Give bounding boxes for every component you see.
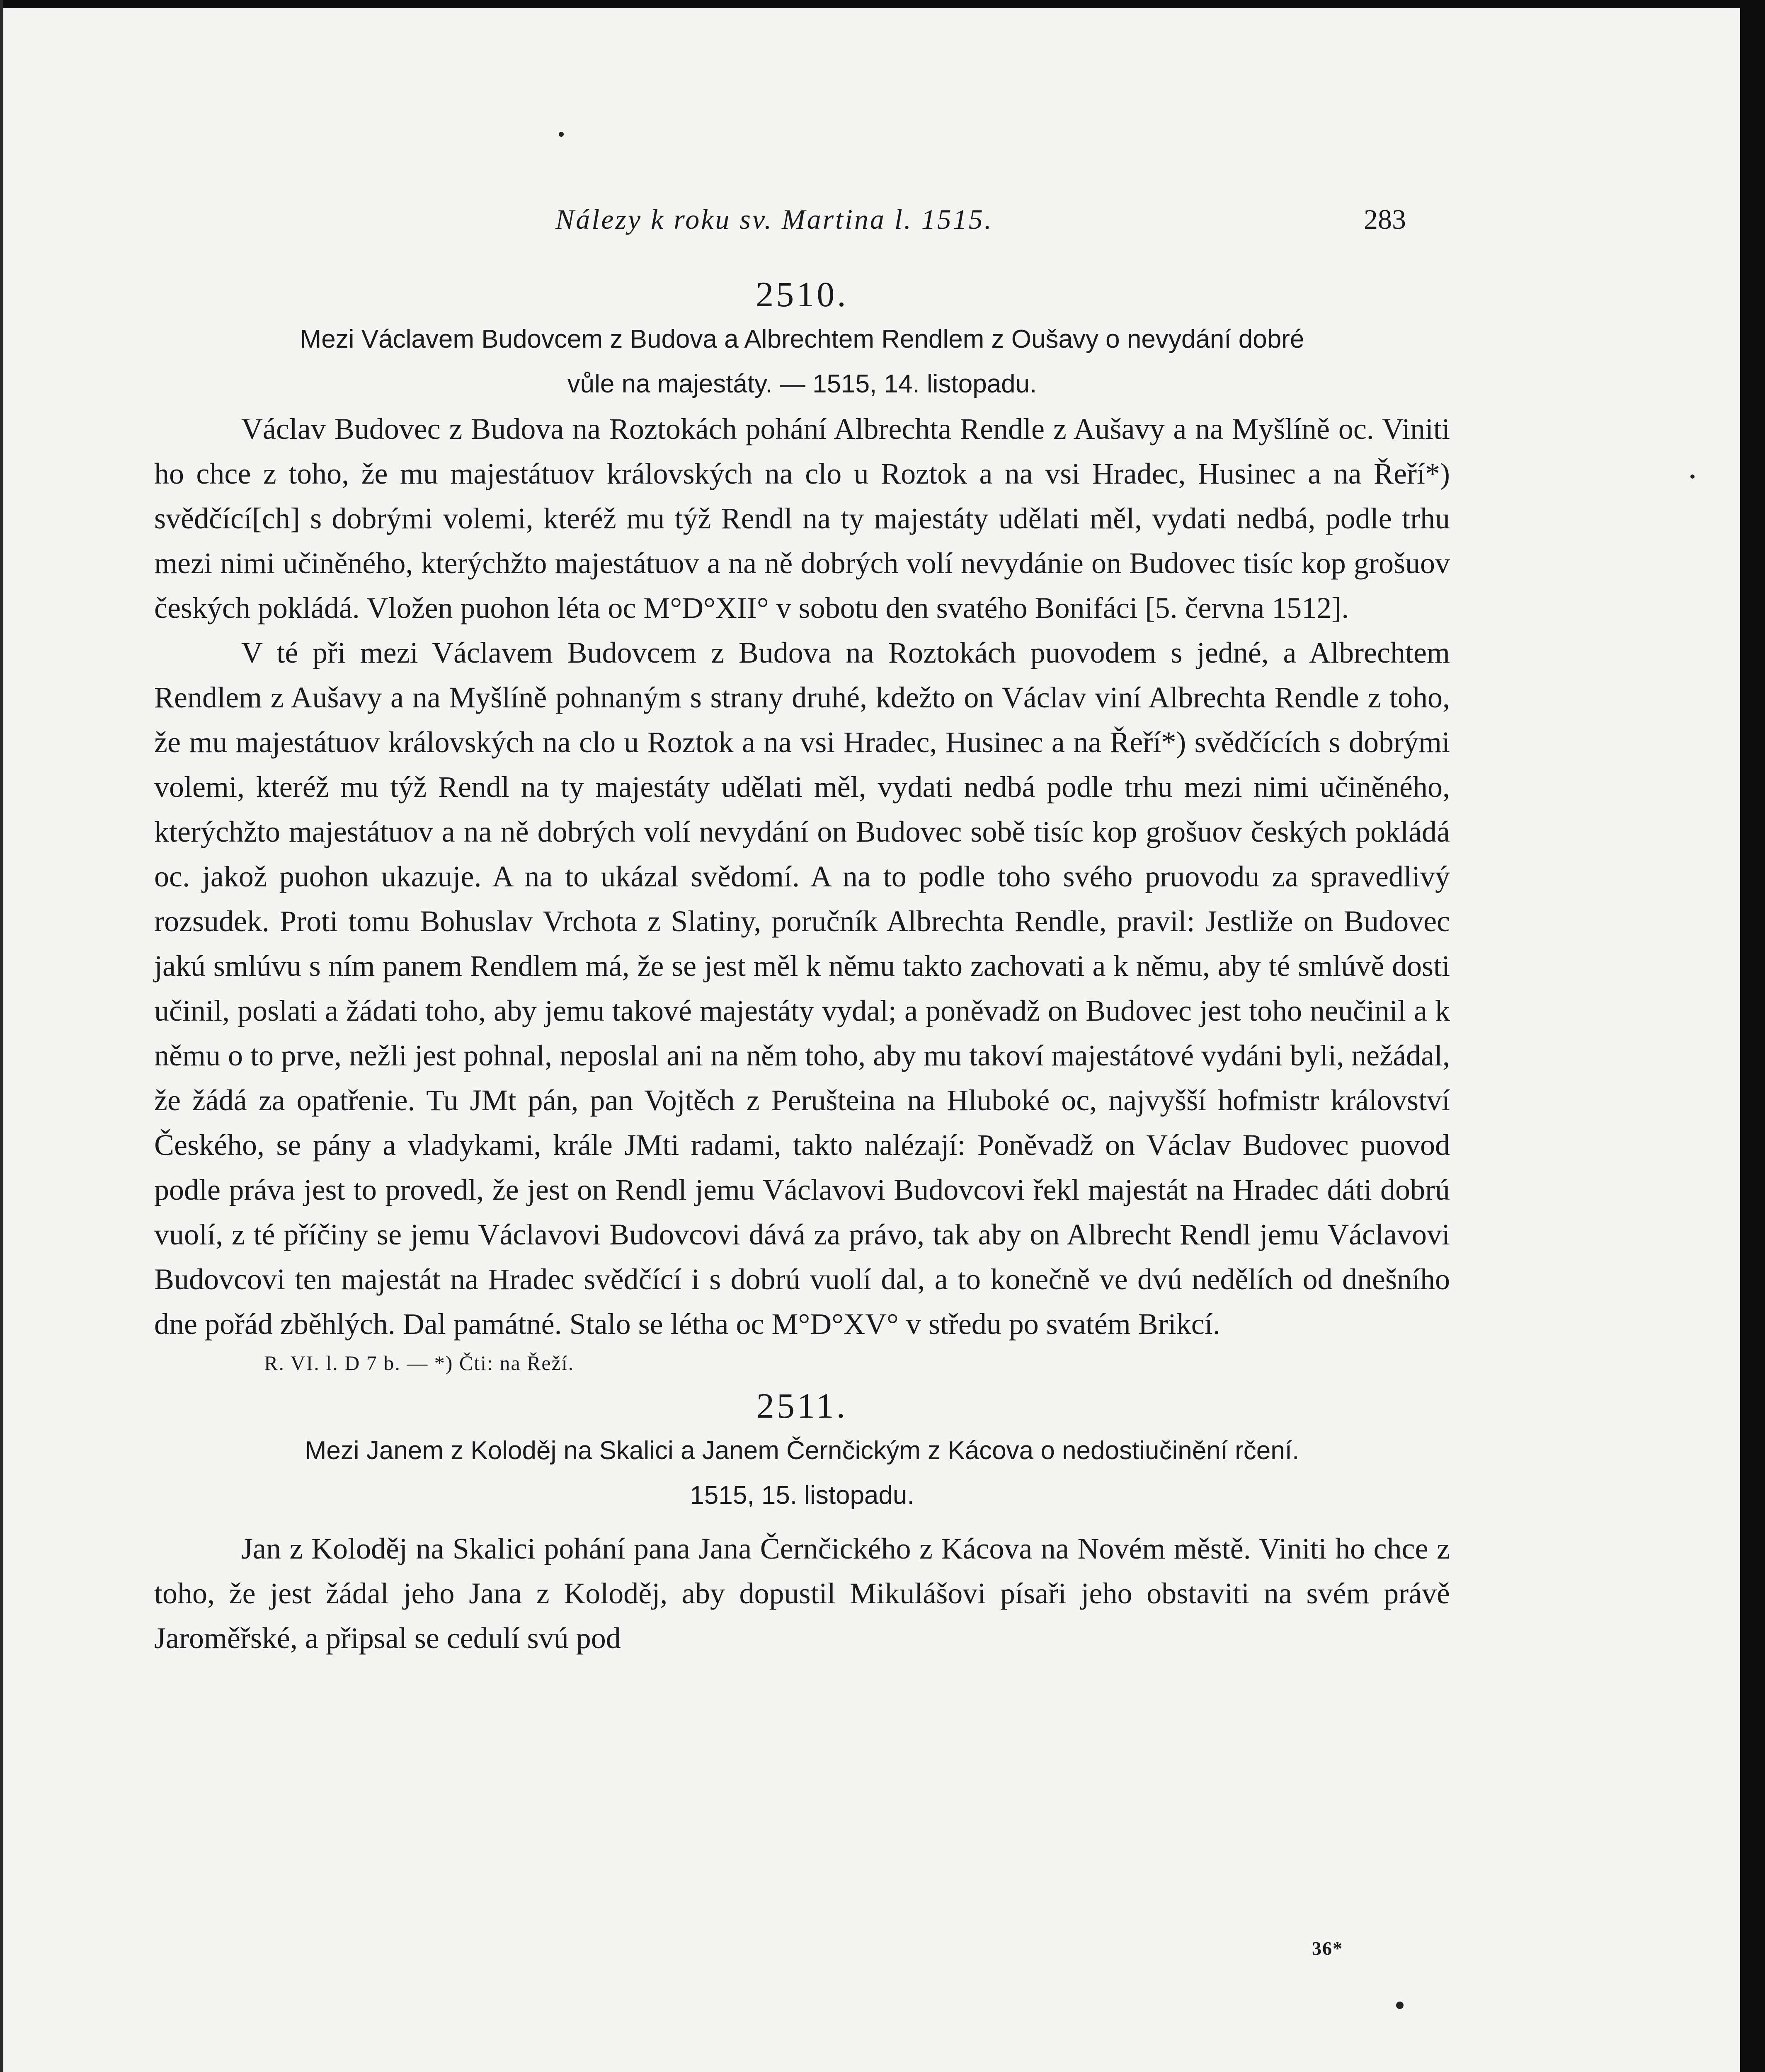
- scan-speck: [559, 132, 564, 137]
- page-number: 283: [1364, 203, 1406, 235]
- entry-number: 2511.: [756, 1386, 848, 1426]
- scan-border-right: [1740, 0, 1765, 2072]
- source-note: R. VI. l. D 7 b. — *) Čti: na Řeží.: [264, 1351, 575, 1375]
- page-body: [154, 271, 1450, 1661]
- entry-title-line: Mezi Janem z Koloděj na Skalici a Janem Černčickým z Kácova o nedostiučinění rčení.: [305, 1436, 1300, 1465]
- scan-speck: [1690, 474, 1695, 479]
- entry-number: 2510.: [756, 274, 849, 314]
- scan-speck: [1396, 2002, 1404, 2009]
- entry-title-line: 1515, 15. listopadu.: [690, 1481, 914, 1510]
- paragraph: Jan z Koloděj na Skalici pohání pana Jana Černčického z Kácova na Novém městě. Viniti ho chce z toho, že jest žádal jeho Jana z Koloděj, aby dopustil Mikulášovi písaři jeho obstaviti na svém právě Jaroměřské, a připsal se cedulí svú pod: [154, 1532, 1450, 1655]
- paragraph: V té při mezi Václavem Budovcem z Budova na Roztokách puovodem s jedné, a Albrechtem Rendlem z Aušavy a na Myšlíně pohnaným s strany druhé, kdežto on Václav viní Albrechta Rendle z toho, že mu majestátuov královských na clo u Roztok a na vsi Hradec, Husinec a na Řeří*) svědčících s dobrými volemi, kteréž mu týž Rendl na ty majestáty udělati měl, vydati nedbá podle trhu mezi nimi učiněného, kterýchžto majestátuov a na ně dobrých volí nevydání on Budovec sobě tisíc kop grošuov českých pokládá oc. jakož puohon ukazuje. A na to ukázal svědomí. A na to podle toho svého pruovodu za spravedlivý rozsudek. Proti tomu Bohuslav Vrchota z Slatiny, poručník Albrechta Rendle, pravil: Jestliže on Budovec jakú smlúvu s ním panem Rendlem má, že se jest měl k němu takto zachovati a k němu, aby té smlúvě dosti učinil, poslati a žádati toho, aby jemu takové majestáty vydal; a poněvadž on Budovec jest toho neučinil a k němu o to prve, nežli jest pohnal, neposlal ani na něm toho, aby mu takoví majestátové vydáni byli, nežádal, že žádá za opatřenie. Tu JMt pán, pan Vojtěch z Perušteina na Hluboké oc, najvyšší hofmistr království Českého, se pány a vladykami, krále JMti radami, takto nalézají: Poněvadž on Václav Budovec puovod podle práva jest to provedl, že jest on Rendl jemu Václavovi Budovcovi řekl majestát na Hradec dáti dobrú vuolí, z té příčiny se jemu Václavovi Budovcovi dává za právo, tak aby on Albrecht Rendl jemu Václavovi Budovcovi ten majestát na Hradec svědčící i s dobrú vuolí dal, a to konečně ve dvú nedělích od dnešního dne pořád zběhlých. Dal památné. Stalo se létha oc M°D°XV° v středu po svatém Brikcí.: [154, 636, 1450, 1341]
- entry-2511: [154, 1383, 1450, 1661]
- entry-title-line: vůle na majestáty. — 1515, 14. listopadu.: [567, 370, 1037, 398]
- entry-title-line: Mezi Václavem Budovcem z Budova a Albrechtem Rendlem z Oušavy o nevydání dobré: [300, 325, 1304, 353]
- running-title: Nálezy k roku sv. Martina l. 1515.: [555, 203, 993, 235]
- scan-border-left: [0, 0, 3, 2072]
- entry-2510: [154, 271, 1450, 1380]
- signature-mark: 36*: [1312, 1938, 1343, 1959]
- scan-border-top: [0, 0, 1765, 8]
- paragraph: Václav Budovec z Budova na Roztokách pohání Albrechta Rendle z Aušavy a na Myšlíně oc. Viniti ho chce z toho, že mu majestátuov královských na clo u Roztok a na vsi Hradec, Husinec a na Řeří*) svědčící[ch] s dobrými volemi, kteréž mu týž Rendl na ty majestáty udělati měl, vydati nedbá, podle trhu mezi nimi učiněného, kterýchžto majestátuov a na ně dobrých volí nevydánie on Budovec tisíc kop grošuov českých pokládá. Vložen puohon léta oc M°D°XII° v sobotu den svatého Bonifáci [5. června 1512].: [154, 412, 1450, 625]
